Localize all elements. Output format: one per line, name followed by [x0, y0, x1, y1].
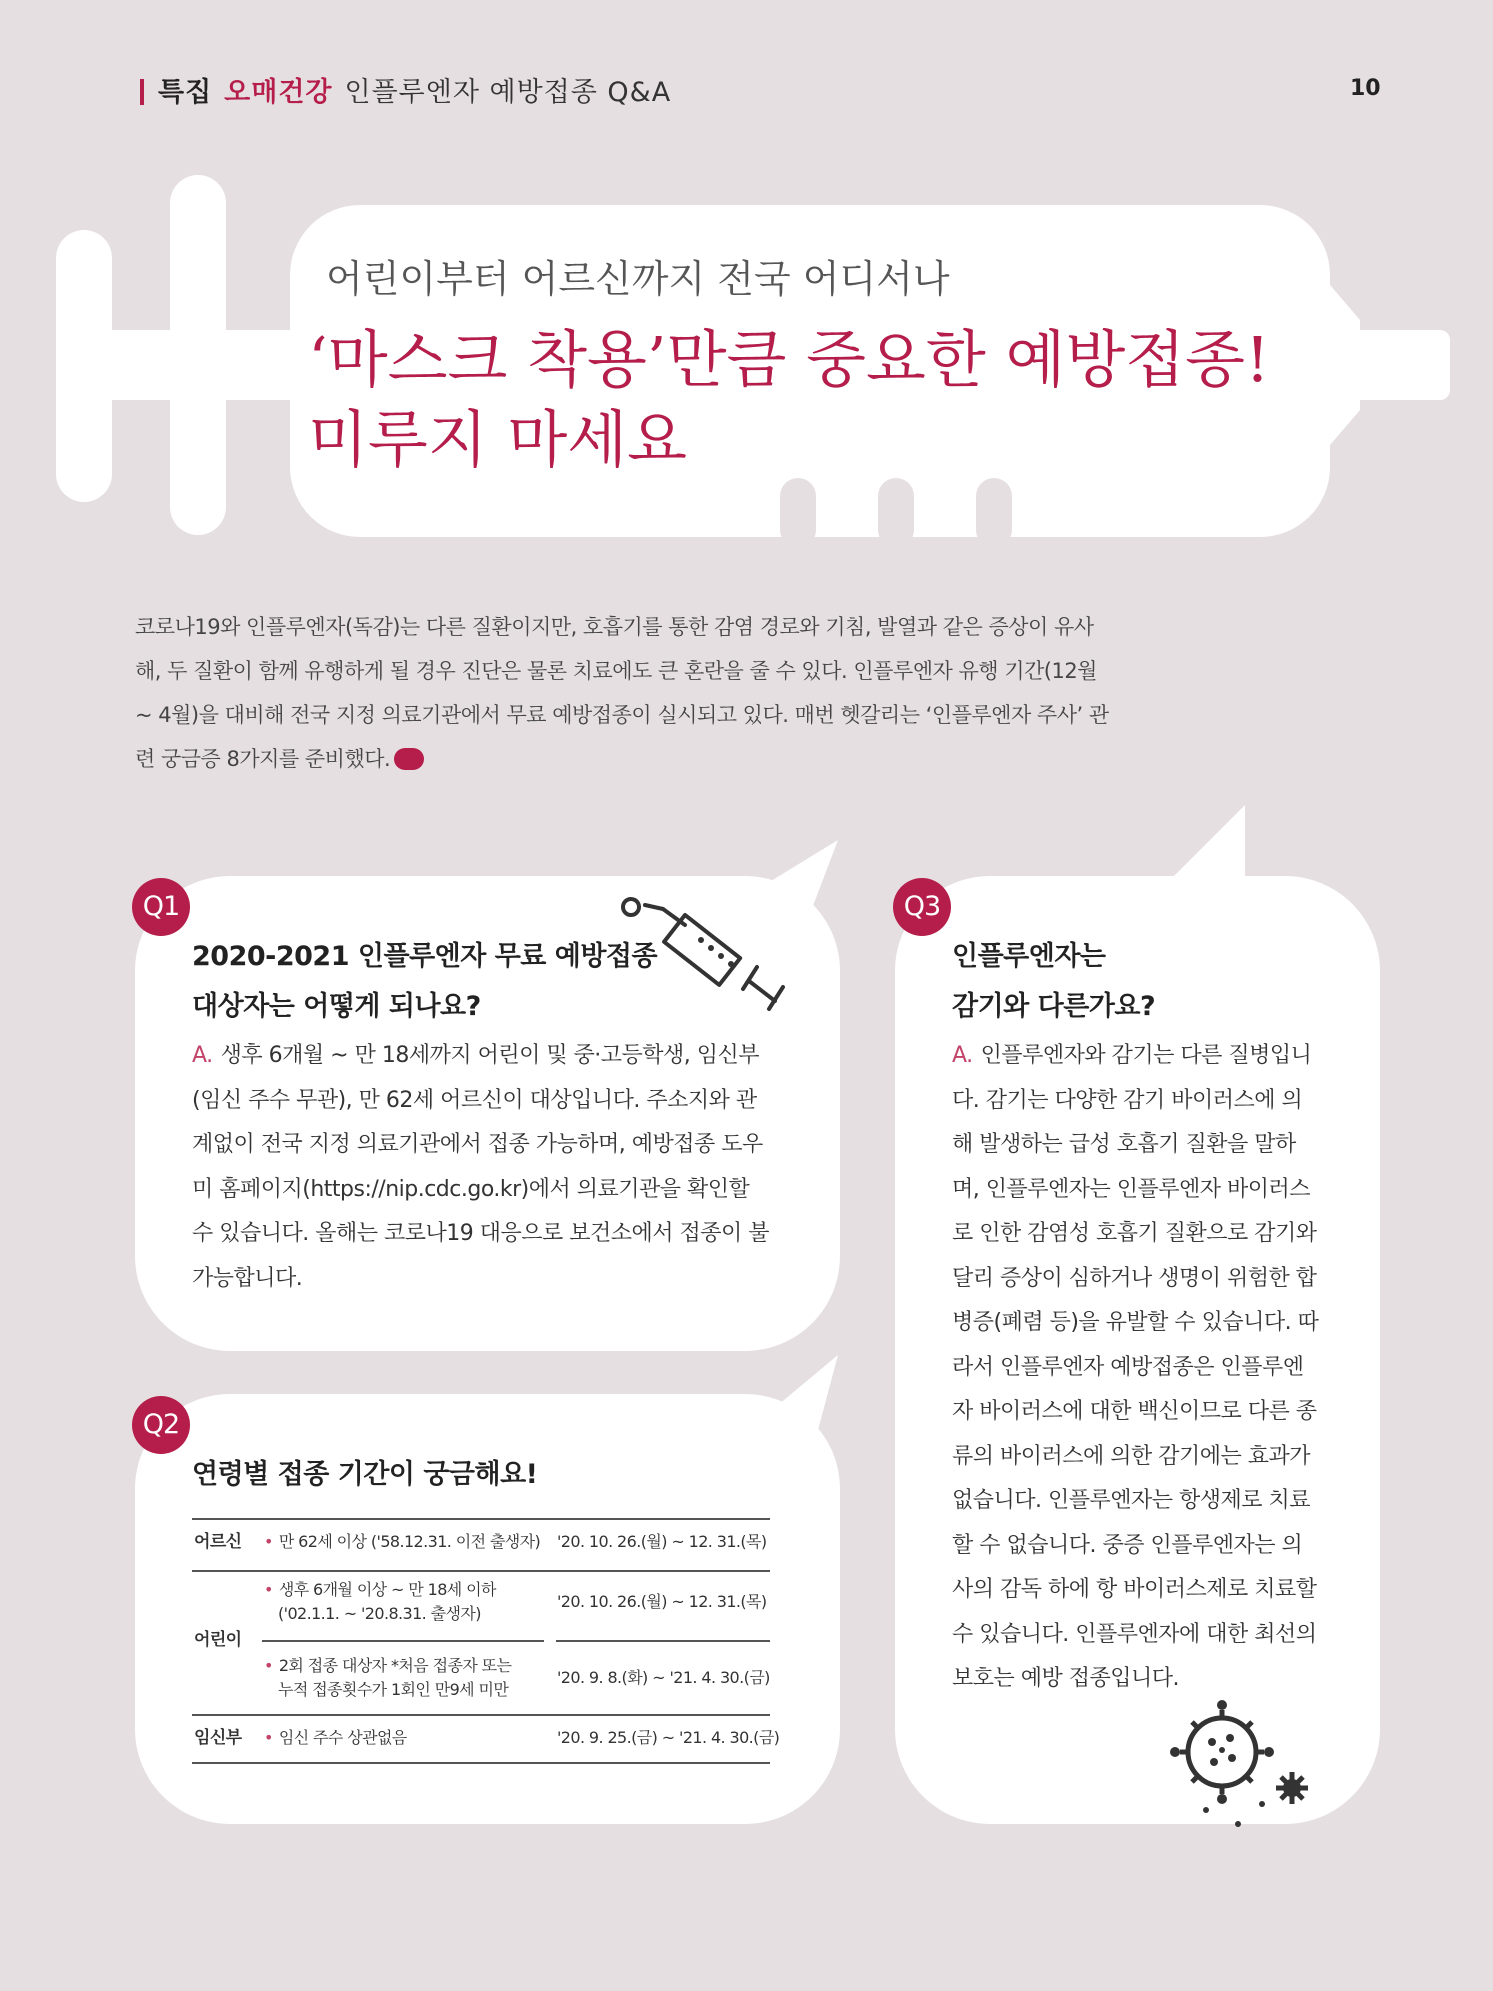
row3-target-line1: 2회 접종 대상자 *처음 접종자 또는: [278, 1656, 512, 1675]
row1-period: '20. 10. 26.(월) ~ 12. 31.(목): [557, 1532, 767, 1551]
q3-answer-mark: A.: [952, 1043, 973, 1068]
q3-question: [952, 932, 1332, 1032]
table-row: • 만 62세 이상 ('58.12.31. 이전 출생자): [264, 1532, 541, 1551]
q1-answer: [192, 1034, 774, 1301]
group-child: 어린이: [194, 1630, 242, 1650]
table-rule: [262, 1640, 544, 1642]
hero-title-line1: ‘마스크 착용’만큼 중요한 예방접종!: [308, 323, 1270, 396]
page-number: 10: [1350, 76, 1381, 101]
q3-answer: [952, 1034, 1322, 1702]
table-rule: [556, 1640, 770, 1642]
q2-badge: Q2: [132, 1396, 190, 1454]
row2-target-line2: ('02.1.1. ~ '20.8.31. 출생자): [278, 1604, 481, 1623]
q3-question-line2: 감기와 다른가요?: [952, 991, 1156, 1022]
header-section: 특집: [158, 77, 213, 108]
q1-badge: Q1: [132, 878, 190, 936]
table-top-rule: [192, 1518, 770, 1520]
row1-target: 만 62세 이상 ('58.12.31. 이전 출생자): [278, 1532, 541, 1551]
header-brand: 오매건강: [224, 77, 333, 108]
table-row: • 임신 주수 상관없음: [264, 1728, 407, 1747]
q1-question-line2: 대상자는 어떻게 되나요?: [192, 991, 481, 1022]
table-rule: [192, 1714, 770, 1716]
group-pregnant: 임신부: [194, 1728, 242, 1748]
hero-subtitle: 어린이부터 어르신까지 전국 어디서나: [326, 257, 950, 301]
table-row: • 생후 6개월 이상 ~ 만 18세 이하 ('02.1.1. ~ '20.8.31. 출생자): [264, 1580, 496, 1623]
q2-question: 연령별 접종 기간이 궁금해요!: [192, 1459, 538, 1490]
q1-question-line1: 2020-2021 인플루엔자 무료 예방접종: [192, 941, 658, 972]
q3-answer-text: 인플루엔자와 감기는 다른 질병입니다. 감기는 다양한 감기 바이러스에 의해 발생하는 급성 호흡기 질환을 말하며, 인플루엔자는 인플루엔자 바이러스로 인한 감염성 호흡기 질환으로 감기와 달리 증상이 심하거나 생명이 위험한 합병증(폐렴 등)을 유발할 수 있습니다. 따라서 인플루엔자 예방접종은 인플루엔자 바이러스에 대한 백신이므로 다른 종류의 바이러스에 의한 감기에는 효과가 없습니다. 인플루엔자는 항생제로 치료할 수 없습니다. 중증 인플루엔자는 의사의 감독 하에 항 바이러스제로 치료할 수 있습니다. 인플루엔자에 대한 최선의 보호는 예방 접종입니다.: [952, 1043, 1319, 1691]
row3-period: '20. 9. 8.(화) ~ '21. 4. 30.(금): [557, 1668, 770, 1687]
row2-target-line1: 생후 6개월 이상 ~ 만 18세 이하: [278, 1580, 496, 1599]
row4-target: 임신 주수 상관없음: [278, 1728, 407, 1747]
table-bottom-rule: [192, 1762, 770, 1764]
q1-question: [192, 932, 752, 1032]
row4-period: '20. 9. 25.(금) ~ '21. 4. 30.(금): [557, 1728, 780, 1747]
q1-answer-mark: A.: [192, 1043, 213, 1068]
table-rule: [192, 1570, 770, 1572]
intro-text: 코로나19와 인플루엔자(독감)는 다른 질환이지만, 호흡기를 통한 감염 경로와 기침, 발열과 같은 증상이 유사해, 두 질환이 함께 유행하게 될 경우 진단은 물론 치료에도 큰 혼란을 줄 수 있다. 인플루엔자 유행 기간(12월 ~ 4월)을 대비해 전국 지정 의료기관에서 무료 예방접종이 실시되고 있다. 매번 헷갈리는 ‘인플루엔자 주사’ 관련 궁금증 8가지를 준비했다.: [135, 615, 1109, 771]
q3-question-line1: 인플루엔자는: [952, 941, 1106, 972]
q1-answer-text: 생후 6개월 ~ 만 18세까지 어린이 및 중·고등학생, 임신부(임신 주수 무관), 만 62세 어르신이 대상입니다. 주소지와 관계없이 전국 지정 의료기관에서 접종 가능하며, 예방접종 도우미 홈페이지(https://nip.cdc.go.kr)에서 의료기관을 확인할 수 있습니다. 올해는 코로나19 대응으로 보건소에서 접종이 불가능합니다.: [192, 1043, 769, 1291]
row3-target-line2: 누적 접종횟수가 1회인 만9세 미만: [278, 1680, 509, 1699]
hero-title-line2: 미루지 마세요: [308, 403, 688, 476]
row2-period: '20. 10. 26.(월) ~ 12. 31.(목): [557, 1592, 767, 1611]
q3-badge: Q3: [893, 878, 951, 936]
group-adult: 어르신: [194, 1532, 242, 1552]
table-row: • 2회 접종 대상자 *처음 접종자 또는 누적 접종횟수가 1회인 만9세 미만: [264, 1656, 512, 1699]
header-title: 인플루엔자 예방접종 Q&A: [344, 77, 672, 108]
virus-icon: [1170, 1700, 1330, 1840]
